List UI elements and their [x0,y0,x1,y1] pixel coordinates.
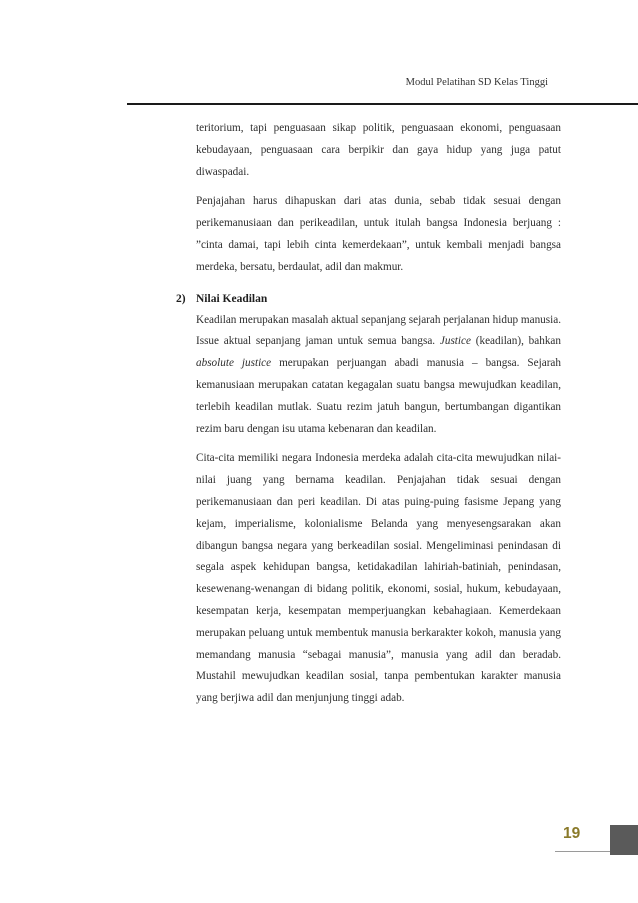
paragraph-cita-cita: Cita-cita memiliki negara Indonesia merdeka adalah cita-cita mewujudkan nilai-nilai juang yang bernama keadilan. Penjajahan tidak sesuai dengan perikemanusiaan dan peri keadilan. Di atas puing-puing fasisme Jepang yang kejam, imperialisme, kolonialisme Belanda yang menyesengsarakan akan dibangun bangsa negara yang berkeadilan sosial. Mengeliminasi penindasan di segala aspek kehidupan bangsa, ketidakadilan lahiriah-batiniah, penindasan, kesewenang-wenangan di bidang politik, ekonomi, sosial, hukum, kebudayaan, kesempatan kerja, kesempatan memperjuangkan kebahagiaan. Kemerdekaan merupakan peluang untuk membentuk manusia berkarakter kokoh, manusia yang memandang manusia “sebagai manusia”, manusia yang adil dan beradab. Mustahil mewujudkan keadilan sosial, tanpa pembentukan karakter manusia yang berjiwa adil dan menjunjung tinggi adab. [196,452,561,705]
term-absolute-justice: absolute justice [196,357,272,370]
paragraph-keadilan [176,310,561,441]
header-rule [127,103,638,105]
paragraph-keadilan-part3: merupakan perjuangan abadi manusia – bangsa. Sejarah kemanusiaan merupakan catatan kegagalan suatu bangsa mewujudkan keadilan, terlebih keadilan mutlak. Suatu rezim jatuh bangun, bertumbangan digantikan rezim baru dengan isu utama kebenaran dan keadilan. [196,357,561,435]
section-heading [176,289,561,310]
paragraph-teritorium: teritorium, tapi penguasaan sikap politik, penguasaan ekonomi, penguasaan kebudayaan, penguasaan cara berpikir dan gaya hidup yang juga patut diwaspadai. [196,122,561,178]
page-tab-marker [610,825,638,855]
footer-rule [555,851,610,852]
paragraph-penjajahan: Penjajahan harus dihapuskan dari atas dunia, sebab tidak sesuai dengan perikemanusiaan dan perikeadilan, untuk itulah bangsa Indonesia berjuang : ”cinta damai, tapi lebih cinta kemerdekaan”, untuk kembali menjadi bangsa merdeka, bersatu, berdaulat, adil dan makmur. [196,195,561,273]
page-number: 19 [563,825,581,842]
page-content [176,118,561,718]
section-title: Nilai Keadilan [196,292,268,305]
paragraph-keadilan-part2: (keadilan), bahkan [470,335,561,348]
running-header-title: Modul Pelatihan SD Kelas Tinggi [405,77,548,88]
term-justice: Justice [439,335,471,348]
paragraph-keadilan-part1: Keadilan merupakan masalah aktual sepanjang sejarah perjalanan hidup manusia. Issue aktual sepanjang jaman untuk semua bangsa. [196,313,562,348]
section-number: 2) [176,292,186,305]
